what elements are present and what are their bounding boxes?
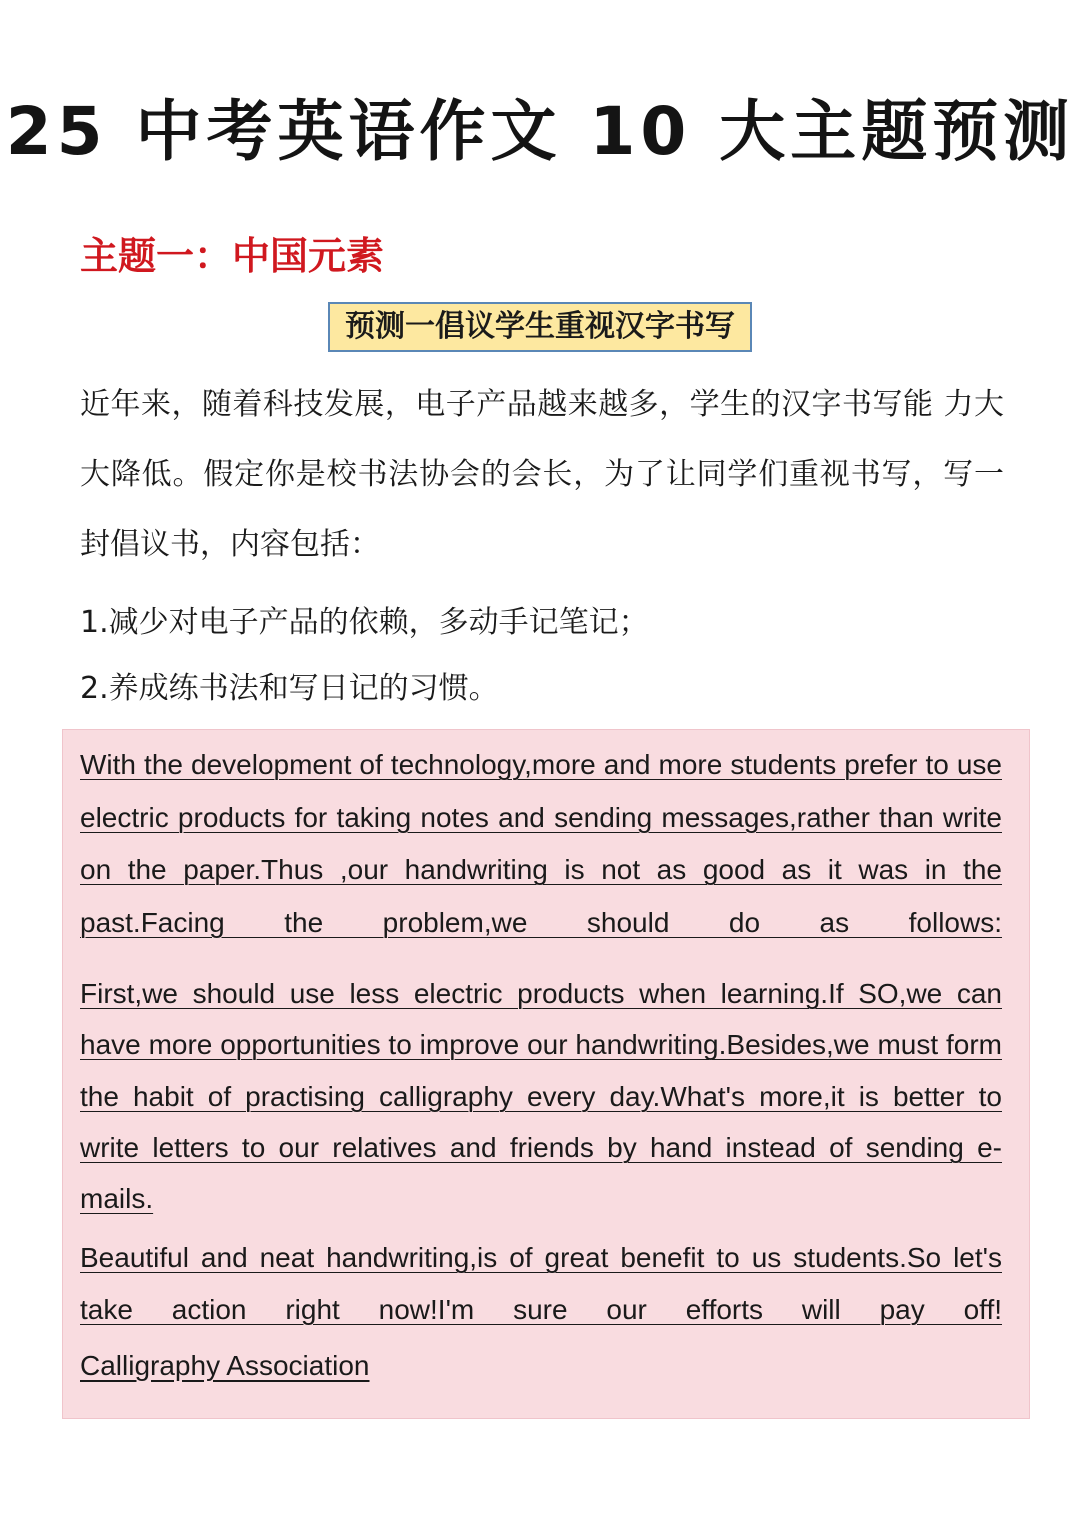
task-description: 近年来，随着科技发展，电子产品越来越多，学生的汉字书写能 力大大降低。假定你是校书法协会的会长，为了让同学们重视书写，写一封倡议书，内容包括： — [80, 387, 1004, 562]
requirement-item: 2.养成练书法和写日记的习惯。 — [80, 671, 499, 706]
essay-paragraph-conclusion: Beautiful and neat handwriting,is of great benefit to us students.So let's take action right now!I'm sure our efforts will pay off! — [80, 1242, 1002, 1325]
essay-signature: Calligraphy Association — [80, 1350, 370, 1381]
essay-paragraph-body: First,we should use less electric products when learning.If SO,we can have more opportunities to improve our handwriting.Besides,we must form the habit of practising calligraphy every day.What's more,it is better to write letters to our relatives and friends by hand instead of sending e-mails. — [80, 978, 1002, 1215]
requirements-list — [80, 590, 1004, 722]
essay-paragraph-intro: With the development of technology,more and more students prefer to use electric products for taking notes and sending messages,rather than write on the paper.Thus ,our handwriting is not as good as it was in the past.Facing the problem,we should do as follows: — [80, 749, 1002, 938]
page-title: 25 中考英语作文 10 大主题预测 — [5, 93, 1075, 170]
requirement-item: 1.减少对电子产品的依赖，多动手记笔记； — [80, 605, 649, 640]
section-heading: 主题一：中国元素 — [80, 234, 385, 278]
prompt-label: 预测一倡议学生重视汉字书写 — [328, 302, 752, 352]
